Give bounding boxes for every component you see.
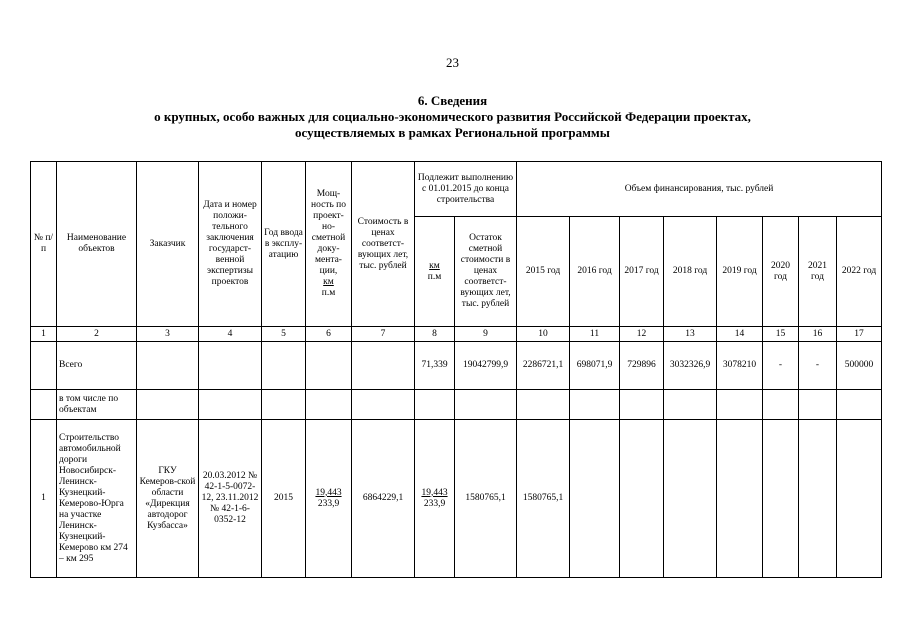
object-2017 xyxy=(620,420,664,578)
column-number: 8 xyxy=(415,327,455,342)
total-capacity xyxy=(306,342,352,390)
column-number: 14 xyxy=(717,327,763,342)
object-remaining-cost: 1580765,1 xyxy=(455,420,517,578)
column-number-row xyxy=(31,327,882,342)
empty-cell xyxy=(137,390,199,420)
header-remaining-km: км xyxy=(429,260,440,271)
empty-cell xyxy=(799,390,837,420)
object-num: 1 xyxy=(31,420,57,578)
empty-cell xyxy=(517,390,570,420)
total-2022: 500000 xyxy=(837,342,882,390)
total-2021: - xyxy=(799,342,837,390)
column-number: 12 xyxy=(620,327,664,342)
column-number: 13 xyxy=(664,327,717,342)
total-customer xyxy=(137,342,199,390)
document-title xyxy=(0,93,905,141)
object-customer: ГКУ Кемеров-ской области «Дирекция автодорог Кузбасса» xyxy=(137,420,199,578)
total-2020: - xyxy=(763,342,799,390)
column-number: 7 xyxy=(352,327,415,342)
empty-cell xyxy=(352,390,415,420)
header-capacity-pm: п.м xyxy=(321,288,336,298)
total-year xyxy=(262,342,306,390)
header-year-2021: 2021 год xyxy=(799,217,837,327)
header-funding-group: Объем финансирования, тыс. рублей xyxy=(517,162,882,217)
object-2016 xyxy=(570,420,620,578)
object-cost: 6864229,1 xyxy=(352,420,415,578)
including-row xyxy=(31,390,882,420)
column-number: 3 xyxy=(137,327,199,342)
object-2020 xyxy=(763,420,799,578)
object-2022 xyxy=(837,420,882,578)
header-customer: Заказчик xyxy=(137,162,199,327)
object-expertise: 20.03.2012 № 42-1-5-0072-12, 23.11.2012 № 42-1-6-0352-12 xyxy=(199,420,262,578)
header-year-2016: 2016 год xyxy=(570,217,620,327)
column-number: 17 xyxy=(837,327,882,342)
object-2019 xyxy=(717,420,763,578)
header-year-2018: 2018 год xyxy=(664,217,717,327)
header-capacity-km: км xyxy=(323,277,334,287)
column-number: 4 xyxy=(199,327,262,342)
object-year: 2015 xyxy=(262,420,306,578)
object-capacity-pm: 233,9 xyxy=(317,498,340,509)
header-expertise: Дата и номер положи-тельного заключения государст-венной экспертизы проектов xyxy=(199,162,262,327)
header-year-2022: 2022 год xyxy=(837,217,882,327)
empty-cell xyxy=(620,390,664,420)
empty-cell xyxy=(306,390,352,420)
header-remaining-capacity xyxy=(415,217,455,327)
title-line-1: 6. Сведения xyxy=(417,93,488,108)
object-remaining-pm: 233,9 xyxy=(423,498,446,509)
object-name: Строительство автомобильной дороги Новосибирск-Ленинск-Кузнецкий-Кемерово-Юрга на участке Ленинск-Кузнецкий-Кемерово км 274 – км 295 xyxy=(57,420,137,578)
empty-cell xyxy=(763,390,799,420)
column-number: 10 xyxy=(517,327,570,342)
column-number: 2 xyxy=(57,327,137,342)
total-num xyxy=(31,342,57,390)
including-num xyxy=(31,390,57,420)
object-2018 xyxy=(664,420,717,578)
header-year: Год ввода в эксплу-атацию xyxy=(262,162,306,327)
title-line-3: осуществляемых в рамках Региональной программы xyxy=(295,125,610,140)
header-remaining-group: Подлежит выполнению с 01.01.2015 до конца строительства xyxy=(415,162,517,217)
total-remaining-cost: 19042799,9 xyxy=(455,342,517,390)
column-number: 1 xyxy=(31,327,57,342)
header-year-2019: 2019 год xyxy=(717,217,763,327)
empty-cell xyxy=(837,390,882,420)
header-capacity-text: Мощ-ность по проект-но-сметной доку-мента-ции, xyxy=(311,189,346,276)
object-capacity xyxy=(306,420,352,578)
total-label: Всего xyxy=(57,342,137,390)
column-number: 9 xyxy=(455,327,517,342)
total-2015: 2286721,1 xyxy=(517,342,570,390)
empty-cell xyxy=(262,390,306,420)
including-label: в том числе по объектам xyxy=(57,390,137,420)
object-2021 xyxy=(799,420,837,578)
header-remaining-cost: Остаток сметной стоимости в ценах соответст-вующих лет, тыс. рублей xyxy=(455,217,517,327)
total-2018: 3032326,9 xyxy=(664,342,717,390)
title-line-2: о крупных, особо важных для социально-экономического развития Российской Федерации проектах, xyxy=(154,109,751,124)
empty-cell xyxy=(455,390,517,420)
empty-cell xyxy=(415,390,455,420)
column-number: 5 xyxy=(262,327,306,342)
empty-cell xyxy=(664,390,717,420)
object-2015: 1580765,1 xyxy=(517,420,570,578)
total-2017: 729896 xyxy=(620,342,664,390)
header-year-2015: 2015 год xyxy=(517,217,570,327)
total-2016: 698071,9 xyxy=(570,342,620,390)
header-name: Наименование объектов xyxy=(57,162,137,327)
header-remaining-pm: п.м xyxy=(427,271,442,282)
column-number: 11 xyxy=(570,327,620,342)
empty-cell xyxy=(717,390,763,420)
total-remaining-km: 71,339 xyxy=(415,342,455,390)
header-year-2017: 2017 год xyxy=(620,217,664,327)
object-capacity-km: 19,443 xyxy=(315,487,342,498)
object-remaining-capacity xyxy=(415,420,455,578)
object-row xyxy=(31,420,882,578)
projects-table xyxy=(30,161,882,578)
header-row-1 xyxy=(31,162,882,217)
empty-cell xyxy=(570,390,620,420)
total-2019: 3078210 xyxy=(717,342,763,390)
page-number: 23 xyxy=(446,55,459,70)
header-capacity xyxy=(306,162,352,327)
header-cost: Стоимость в ценах соответст-вующих лет, тыс. рублей xyxy=(352,162,415,327)
total-row xyxy=(31,342,882,390)
object-remaining-km: 19,443 xyxy=(421,487,448,498)
column-number: 6 xyxy=(306,327,352,342)
column-number: 16 xyxy=(799,327,837,342)
total-expertise xyxy=(199,342,262,390)
total-cost xyxy=(352,342,415,390)
column-number: 15 xyxy=(763,327,799,342)
header-num: № п/п xyxy=(31,162,57,327)
empty-cell xyxy=(199,390,262,420)
header-year-2020: 2020 год xyxy=(763,217,799,327)
